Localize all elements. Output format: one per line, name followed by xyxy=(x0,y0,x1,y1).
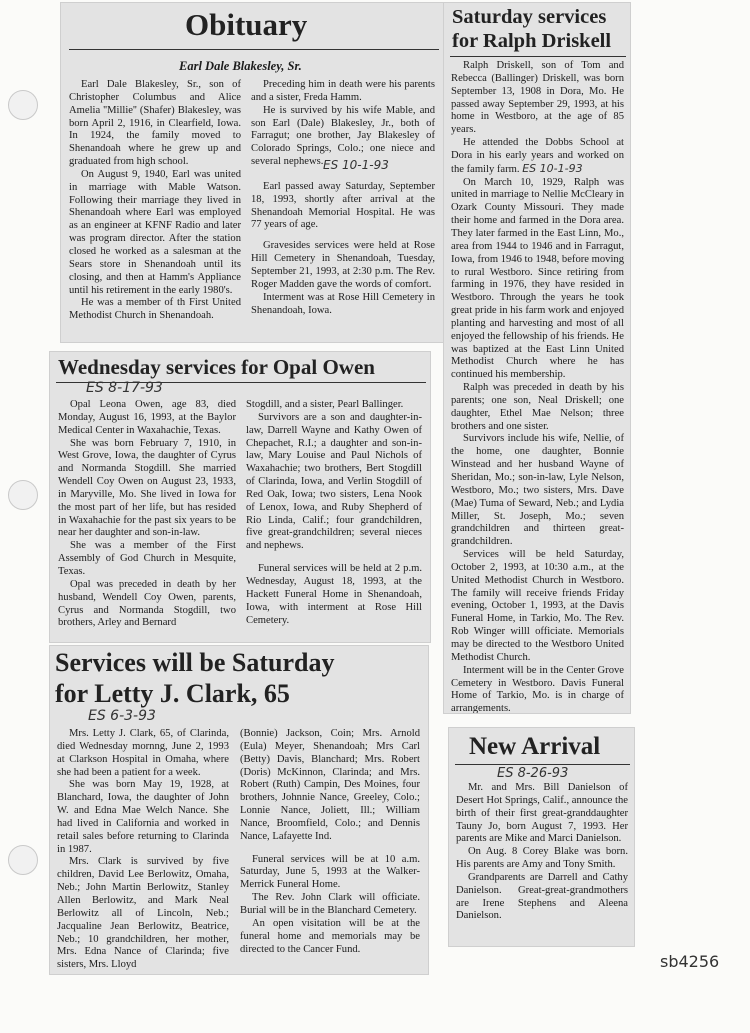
headline-rule xyxy=(450,56,626,57)
handwritten-date-note: ES 8-26-93 xyxy=(497,766,569,781)
new-arrival-text xyxy=(456,782,628,923)
paragraph: Grandparents are Darrell and Cathy Danielson. Great-great-grandmothers are Irene Stephens and Aleena Danielson. xyxy=(456,871,628,922)
obituary-headline: Obituary xyxy=(185,7,308,42)
deceased-name: Earl Dale Blakesley, Sr. xyxy=(179,59,302,73)
binder-hole-top xyxy=(8,90,38,120)
paragraph: Ralph was preceded in death by his parents; one son, Neal Driskell; one daughter, Ethel Mae Nelson; three brothers and one sister. xyxy=(451,382,624,432)
headline-rule xyxy=(69,49,439,50)
binder-hole-middle xyxy=(8,480,38,510)
paragraph: Interment will be in the Center Grove Cemetery in Westboro. Davis Funeral Home of Tarkio, Mo. is in charge of arrangements. xyxy=(451,664,624,713)
paragraph: Opal was preceded in death by her husband, Wendell Coy Owen, parents, Cyrus and Normanda Stogdill, two brothers, Arley and Bernard xyxy=(58,578,236,629)
obituary-clipping xyxy=(61,3,443,342)
paragraph: Gravesides services were held at Rose Hill Cemetery in Shenandoah, Tuesday, September 21, 1993, at 2:30 p.m. The Rev. Roger Madden gave the words of comfort. xyxy=(251,240,435,290)
paragraph: Mrs. Letty J. Clark, 65, of Clarinda, died Wednesday mornng, June 2, 1993 at Clarkson Hospital in Omaha, where she had been a patient for a week. xyxy=(57,728,229,778)
driskell-clipping xyxy=(444,3,630,713)
paragraph: Survivors include his wife, Nellie, of the home, one daughter, Bonnie Winstead and her husband Wayne of Sheridan, Mo.; son-in-law, Lyle Nelson, Westboro, Mo.; two sisters, Mrs. Dave (Mae) Tuma of Seward, Neb.; and Lydia Miller, St. Joseph, Mo.; seven grandchildren and thirteen great-grandchildren. xyxy=(451,433,624,548)
paragraph: Earl Dale Blakesley, Sr., son of Christopher Columbus and Alice Amelia ''Millie'' (Shafer) Blakesley, was born April 2, 1916, in Clearfield, Iowa. In 1924, the family moved to Shenandoah where he grew up and graduated from high school. xyxy=(69,79,241,168)
paragraph: Opal Leona Owen, age 83, died Monday, August 16, 1993, at the Baylor Medical Center in Waxahachie, Texas. xyxy=(58,399,236,436)
paragraph: She was a member of the First Assembly of God Church in Mesquite, Texas. xyxy=(58,540,236,577)
handwritten-date-note: ES 8-17-93 xyxy=(86,380,163,396)
handwritten-date-note: ES 10-1-93 xyxy=(522,161,583,175)
clark-headline-line2: for Letty J. Clark, 65 xyxy=(55,679,290,708)
clark-clipping xyxy=(50,646,428,974)
paragraph: Ralph Driskell, son of Tom and Rebecca (Ballinger) Driskell, was born September 13, 1908 in Dora, Mo. He passed away September 29, 1993, at his home in Westboro, at the age of 85 years. xyxy=(451,60,624,136)
paragraph: Survivors are a son and daughter-in-law, Darrell Wayne and Kathy Owen of Chepachet, R.I.; a daughter and son-in-law, Mary Louise and Paul Nichols of Waxahachie; two brothers, Bert Stogdill of Clarinda, Iowa, and Verlin Stogdill of Red Oak, Iowa; two sisters, Lena Nook of Lenox, Iowa, and Ruby Shepherd of Rio Linda, Calif.; four grandchildren, five great-grandchildren; several nieces and nephews. xyxy=(246,411,422,552)
paragraph: Stogdill, and a sister, Pearl Ballinger. xyxy=(246,399,404,410)
obituary-column-2 xyxy=(251,79,435,317)
paragraph: Mrs. Clark is survived by five children, David Lee Berlowitz, Omaha, Neb.; John Martin Berlowitz, Stanley Allen Berlowitz, and Mark Neal Berlowitz all of Lincoln, Neb.; Jacqualine Jean Berlowitz, Beatrice, Neb.; 10 grandchildren, her mother, Mrs. Edna Nance of Clarinda; five sisters, Mrs. Lloyd xyxy=(57,856,229,971)
paragraph: Preceding him in death were his parents and a sister, Freda Hamm. xyxy=(251,79,435,103)
paragraph: He is survived by his wife Mable, and son Earl (Dale) Blakesley, Jr., both of Farragut; one brother, Jay Blakesley of Colorado Springs, Colo.; one niece and several nephews. xyxy=(251,104,435,168)
headline-rule xyxy=(455,764,630,765)
paragraph: Mr. and Mrs. Bill Danielson of Desert Hot Springs, Calif., announce the birth of their first great-granddaughter Tauny Jo, born August 7, 1993. Her parents are Mike and Marci Danielson. xyxy=(456,782,628,845)
obituary-column-1 xyxy=(69,79,241,323)
clark-column-1 xyxy=(57,728,229,972)
paragraph: On Aug. 8 Corey Blake was born. His parents are Amy and Tony Smith. xyxy=(456,846,628,871)
paragraph: Interment was at Rose Hill Cemetery in Shenandoah, Iowa. xyxy=(251,291,435,316)
new-arrival-headline: New Arrival xyxy=(469,733,601,760)
owen-column-1 xyxy=(58,399,236,630)
paragraph: On August 9, 1940, Earl was united in marriage with Mable Watson. Following their marriage they lived in Shenandoah where Earl was employed as an engineer at KFNF Radio and later was program director. After the station closed he worked as a salesman at the Sears store in Shenandoah until its closing, and then at Hamm's Appliance until his retirement in the early 1980's. xyxy=(69,168,241,296)
new-arrival-clipping xyxy=(449,728,634,946)
paragraph: The Rev. John Clark will officiate. Burial will be in the Blanchard Cemetery. xyxy=(240,892,420,916)
owen-clipping xyxy=(50,352,430,642)
paragraph: He was a member of th First United Methodist Church in Shenandoah. xyxy=(69,297,241,322)
driskell-headline-line1: Saturday services xyxy=(452,6,607,28)
paragraph: On March 10, 1929, Ralph was united in marriage to Nellie McCleary in Ozark County Missouri. They made their home and farmed in the Dora area. They later farmed in the East Linn, Mo., area from 1944 to 1946 and in Farragut, Iowa, from 1946 to 1948, before moving to rural Westboro. Since retiring from farming in 1976, they have resided in Westboro. Through the years he took great pride in his farm work and enjoyed planting and harvesting and most of all enjoyed the fellowship of his friends. He was baptized at the East Linn United Methodist Church where he has continued his membership. xyxy=(451,176,624,381)
owen-column-2 xyxy=(246,399,422,627)
paragraph: An open visitation will be at the funeral home and memorials may be directed to the Cancer Fund. xyxy=(240,917,420,955)
paragraph: Services will be held Saturday, October 2, 1993, at 10:30 a.m., at the United Methodist Church in Westboro. The family will receive friends Friday evening, October 1, 1993, at the Davis Funeral Home, in Tarkio, Mo. The Rev. Rob Winger willl officiate. Memorials may be directed to the Westboro United Methodist Church. xyxy=(451,549,624,663)
binder-hole-bottom xyxy=(8,845,38,875)
paragraph: Funeral services will be at 10 a.m. Saturday, June 5, 1993 at the Walker-Merrick Funeral Home. xyxy=(240,853,420,891)
paragraph: Funeral services will be held at 2 p.m. Wednesday, August 18, 1993, at the Hackett Funeral Home in Shenandoah, Iowa, with interment at Rose Hill Cemetery. xyxy=(246,563,422,626)
paragraph: (Bonnie) Jackson, Coin; Mrs. Arnold (Eula) Meyer, Shenandoah; Mrs Carl (Betty) Davis, Blanchard; Mrs. Robert (Doris) McKinnon, Clarinda; and Mrs. Robert (Ruth) Campin, Des Moines, four brothers, Johnnie Nance, Greeley, Colo.; Lonnie Nance, Joliett, Ill.; William Nance, Broomfield, Colo.; and Dennis Nance, Lafayette Ind. xyxy=(240,728,420,842)
owen-headline: Wednesday services for Opal Owen xyxy=(58,355,375,379)
paragraph: She was born February 7, 1910, in West Grove, Iowa, the daughter of Cyrus and Normanda Stogdill. She married Wendell Coy Owen on August 23, 1933, in Maryville, Mo. She lived in Iowa for the most part of her life, but has resided in Waxahachie for the past six years to be near her daughter and son-in-law. xyxy=(58,437,236,539)
clark-column-2 xyxy=(240,728,420,956)
handwritten-date-note: ES 10-1-93 xyxy=(323,157,389,172)
page-number: sb4256 xyxy=(660,952,720,971)
paragraph: He attended the Dobbs School at Dora in his early years and worked on the family farm. ES 10-1-93 xyxy=(451,137,624,175)
clark-headline-line1: Services will be Saturday xyxy=(55,648,335,677)
driskell-text xyxy=(451,60,624,713)
paragraph: She was born May 19, 1928, at Blanchard, Iowa, the daughter of John W. and Edna Mae Welch Nance. She had lived in California and worked in retail sales before returning to Clarinda in 1987. xyxy=(57,779,229,855)
handwritten-date-note: ES 6-3-93 xyxy=(88,708,156,724)
driskell-headline-line2: for Ralph Driskell xyxy=(452,30,612,52)
paragraph: Earl passed away Saturday, September 18, 1993, shortly after arrival at the Shenandoah Memorial Hospital. He was 77 years of age. xyxy=(251,180,435,231)
